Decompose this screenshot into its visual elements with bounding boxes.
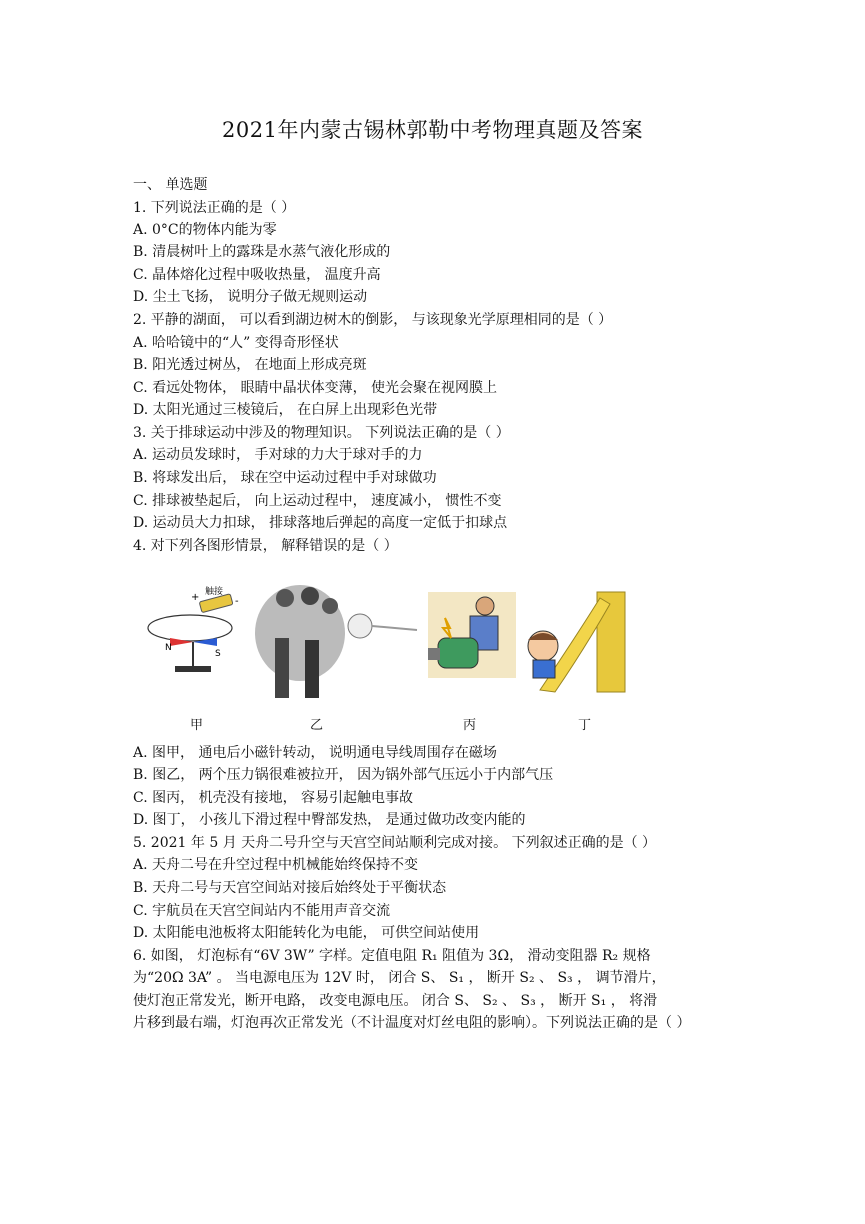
q1-option-d: D. 尘土飞扬， 说明分子做无规则运动 xyxy=(133,289,368,305)
minus-sign: - xyxy=(235,596,239,607)
q6-stem-line-3: 使灯泡正常发光，断开电路， 改变电源电压。 闭合 S、 S₂ 、 S₃ ， 断开 S₁ ， 将滑 xyxy=(133,993,658,1009)
q2-option-b: B. 阳光透过树丛， 在地面上形成亮斑 xyxy=(133,357,367,373)
q5-option-c: C. 宇航员在天宫空间站内不能用声音交流 xyxy=(133,903,391,919)
q4-option-a: A. 图甲， 通电后小磁针转动， 说明通电导线周围存在磁场 xyxy=(133,745,497,761)
q2-option-c: C. 看远处物体， 眼睛中晶状体变薄， 使光会聚在视网膜上 xyxy=(133,380,498,396)
q3-option-c: C. 排球被垫起后， 向上运动过程中， 速度减小， 惯性不变 xyxy=(133,493,502,509)
figure-yi-pulling-people xyxy=(255,585,417,698)
caption-ding: 丁 xyxy=(578,718,592,733)
q1-option-a: A. 0°C的物体内能为零 xyxy=(133,222,277,238)
q1-option-c: C. 晶体熔化过程中吸收热量， 温度升高 xyxy=(133,267,381,283)
q5-option-b: B. 天舟二号与天宫空间站对接后始终处于平衡状态 xyxy=(133,880,447,896)
n-pole-label: N xyxy=(165,643,172,653)
q4-option-b: B. 图乙， 两个压力锅很难被拉开， 因为锅外部气压远小于内部气压 xyxy=(133,767,554,783)
s-pole-label: S xyxy=(215,649,221,659)
plus-sign: + xyxy=(191,592,200,603)
q2-option-d: D. 太阳光通过三棱镜后， 在白屏上出现彩色光带 xyxy=(133,402,438,418)
q5-option-d: D. 太阳能电池板将太阳能转化为电能， 可供空间站使用 xyxy=(133,925,480,941)
q4-illustrations xyxy=(145,578,645,710)
section-heading: 一、 单选题 xyxy=(133,177,208,193)
figure-jia-compass xyxy=(148,585,239,672)
q4-stem: 4. 对下列各图形情景， 解释错误的是（ ） xyxy=(133,538,398,554)
q5-option-a: A. 天舟二号在升空过程中机械能始终保持不变 xyxy=(133,857,419,873)
caption-jia: 甲 xyxy=(190,718,204,733)
q3-option-b: B. 将球发出后， 球在空中运动过程中手对球做功 xyxy=(133,470,437,486)
q4-option-c: C. 图丙， 机壳没有接地， 容易引起触电事故 xyxy=(133,790,414,806)
q4-figures xyxy=(145,578,645,738)
caption-bing: 丙 xyxy=(463,718,477,733)
q5-stem: 5. 2021 年 5 月 天舟二号升空与天宫空间站顺利完成对接。 下列叙述正确的是（ ） xyxy=(133,835,657,851)
q3-option-d: D. 运动员大力扣球， 排球落地后弹起的高度一定低于扣球点 xyxy=(133,515,508,531)
q2-stem: 2. 平静的湖面， 可以看到湖边树木的倒影， 与该现象光学原理相同的是（ ） xyxy=(133,312,613,328)
q2-option-a: A. 哈哈镜中的“人” 变得奇形怪状 xyxy=(133,335,339,351)
figure-ding-slide xyxy=(528,592,625,692)
q6-stem-line-4: 片移到最右端，灯泡再次正常发光（不计温度对灯丝电阻的影响）。下列说法正确的是（ ） xyxy=(133,1015,691,1031)
q6-stem-line-1: 6. 如图， 灯泡标有“6V 3W” 字样。定值电阻 R₁ 阻值为 3Ω， 滑动变阻器 R₂ 规格 xyxy=(133,948,651,964)
q6-stem-line-2: 为“20Ω 3A” 。 当电源电压为 12V 时， 闭合 S、 S₁ ， 断开 S₂ 、 S₃ ， 调节滑片， xyxy=(133,970,666,986)
q3-stem: 3. 关于排球运动中涉及的物理知识。 下列说法正确的是（ ） xyxy=(133,425,510,441)
page-title: 2021年内蒙古锡林郭勒中考物理真题及答案 xyxy=(222,118,643,142)
caption-yi: 乙 xyxy=(310,718,324,733)
q4-option-d: D. 图丁， 小孩儿下滑过程中臀部发热， 是通过做功改变内能的 xyxy=(133,812,526,828)
q3-option-a: A. 运动员发球时， 手对球的力大于球对手的力 xyxy=(133,447,423,463)
q1-stem: 1. 下列说法正确的是（ ） xyxy=(133,200,296,216)
figure-bing-motor xyxy=(428,592,516,678)
touch-label: 触接 xyxy=(205,587,224,597)
q1-option-b: B. 清晨树叶上的露珠是水蒸气液化形成的 xyxy=(133,244,391,260)
